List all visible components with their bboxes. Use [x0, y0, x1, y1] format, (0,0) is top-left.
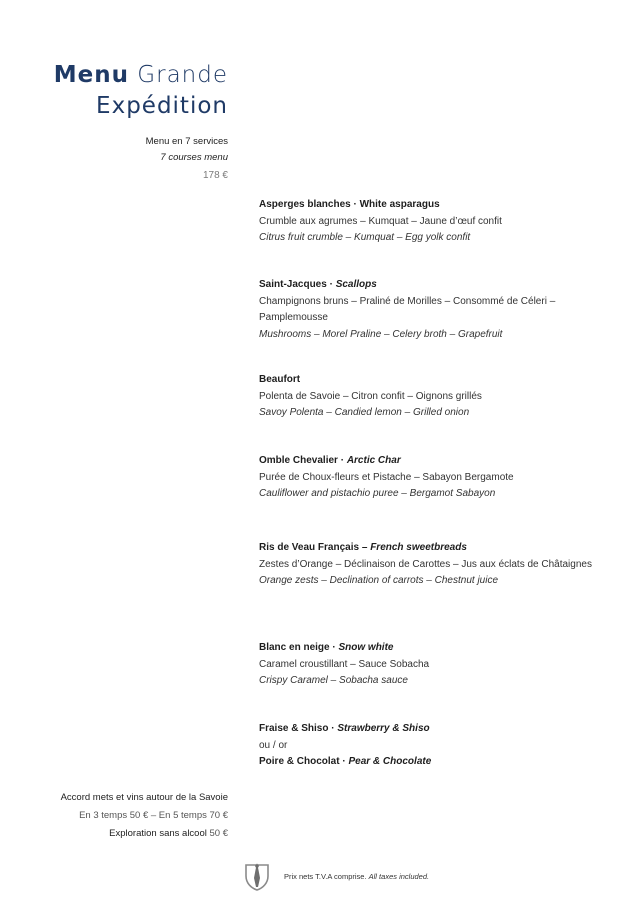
courses-count-fr: Menu en 7 services — [145, 136, 228, 147]
wine-pairing-prices: En 3 temps 50 € – En 5 temps 70 € — [79, 810, 228, 821]
course-name-en: Scallops — [335, 279, 377, 290]
course-separator: · — [337, 455, 347, 466]
course-name-en: French sweetbreads — [370, 542, 467, 553]
dessert-or: ou / or — [259, 739, 288, 751]
course-name-en: Snow white — [338, 642, 394, 653]
title-line-1 — [54, 60, 228, 91]
footer — [244, 860, 429, 892]
course-snow-white — [259, 640, 599, 690]
course-desc-fr: Purée de Choux-fleurs et Pistache – Sabayon Bergamote — [259, 471, 514, 483]
course-desc-fr: Polenta de Savoie – Citron confit – Oignons grillés — [259, 390, 482, 402]
menu-title — [54, 60, 228, 122]
wine-pairing — [61, 789, 228, 843]
course-desc-en: Cauliflower and pistachio puree – Bergamot Sabayon — [259, 488, 496, 499]
course-desc-en: Orange zests – Declination of carrots – Chestnut juice — [259, 575, 499, 586]
course-name-fr: Omble Chevalier — [259, 455, 338, 466]
course-desc-fr: Champignons bruns – Praliné de Morilles – Consommé de Céleri – Pamplemousse — [259, 295, 556, 323]
menu-price: 178 € — [202, 170, 228, 181]
course-name-fr: Blanc en neige — [259, 642, 330, 653]
dessert-option-2-fr: Poire & Chocolat — [259, 756, 340, 767]
course-name-en: Arctic Char — [346, 455, 401, 466]
course-desc-fr: Zestes d’Orange – Déclinaison de Carottes – Jus aux éclats de Châtaignes — [259, 558, 592, 570]
course-separator: – — [359, 542, 371, 553]
course-title — [259, 540, 599, 557]
course-desc-fr: Crumble aux agrumes – Kumquat – Jaune d’œuf confit — [259, 215, 502, 227]
course-title — [259, 197, 599, 214]
footer-taxes-fr: Prix nets T.V.A comprise. — [284, 871, 367, 881]
course-name-fr: Ris de Veau Français — [259, 542, 360, 553]
course-title — [259, 277, 599, 294]
course-separator: · — [329, 642, 339, 653]
course-sweetbreads — [259, 540, 599, 590]
course-separator: · — [326, 279, 336, 290]
alcohol-free-price: 50 € — [209, 828, 228, 839]
dessert-option-1-fr: Fraise & Shiso — [259, 723, 329, 734]
course-title — [259, 640, 599, 657]
course-desc-en: Crispy Caramel – Sobacha sauce — [259, 675, 408, 686]
course-scallops — [259, 277, 599, 343]
footer-taxes-en: All taxes included. — [368, 871, 430, 881]
course-title — [259, 453, 599, 470]
wine-pairing-title: Accord mets et vins autour de la Savoie — [60, 792, 228, 803]
course-desc-en: Savoy Polenta – Candied lemon – Grilled onion — [259, 407, 470, 418]
course-name-en: White asparagus — [359, 199, 440, 210]
dessert-option-2 — [259, 754, 599, 771]
alcohol-free-label: Exploration sans alcool — [109, 828, 207, 839]
dessert-option-1-en: Strawberry & Shiso — [337, 723, 430, 734]
course-desc-en: Mushrooms – Morel Praline – Celery broth – Grapefruit — [259, 328, 503, 340]
dessert-option-1 — [259, 721, 599, 738]
course-beaufort — [259, 372, 599, 422]
title-grande-word: Grande — [137, 62, 228, 88]
course-separator: · — [328, 723, 338, 734]
course-name-fr: Asperges blanches — [259, 199, 351, 210]
course-asparagus — [259, 197, 599, 247]
course-name-fr: Beaufort — [259, 374, 301, 385]
menu-meta — [146, 134, 228, 184]
course-title — [259, 372, 599, 389]
title-menu-word: Menu — [53, 62, 129, 88]
dessert-option-2-en: Pear & Chocolate — [348, 756, 432, 767]
course-name-fr: Saint-Jacques — [259, 279, 327, 290]
course-separator: · — [339, 756, 349, 767]
course-arctic-char — [259, 453, 599, 503]
courses-count-en: 7 courses menu — [160, 152, 228, 163]
footer-taxes — [284, 872, 429, 881]
course-separator: · — [350, 199, 360, 210]
course-desc-fr: Caramel croustillant – Sauce Sobacha — [259, 658, 430, 670]
alcohol-free-pairing — [61, 825, 228, 843]
title-line-2: Expédition — [96, 93, 228, 119]
restaurant-emblem-icon — [244, 861, 270, 891]
course-desc-en: Citrus fruit crumble – Kumquat – Egg yolk confit — [259, 232, 471, 243]
course-dessert — [259, 721, 599, 771]
